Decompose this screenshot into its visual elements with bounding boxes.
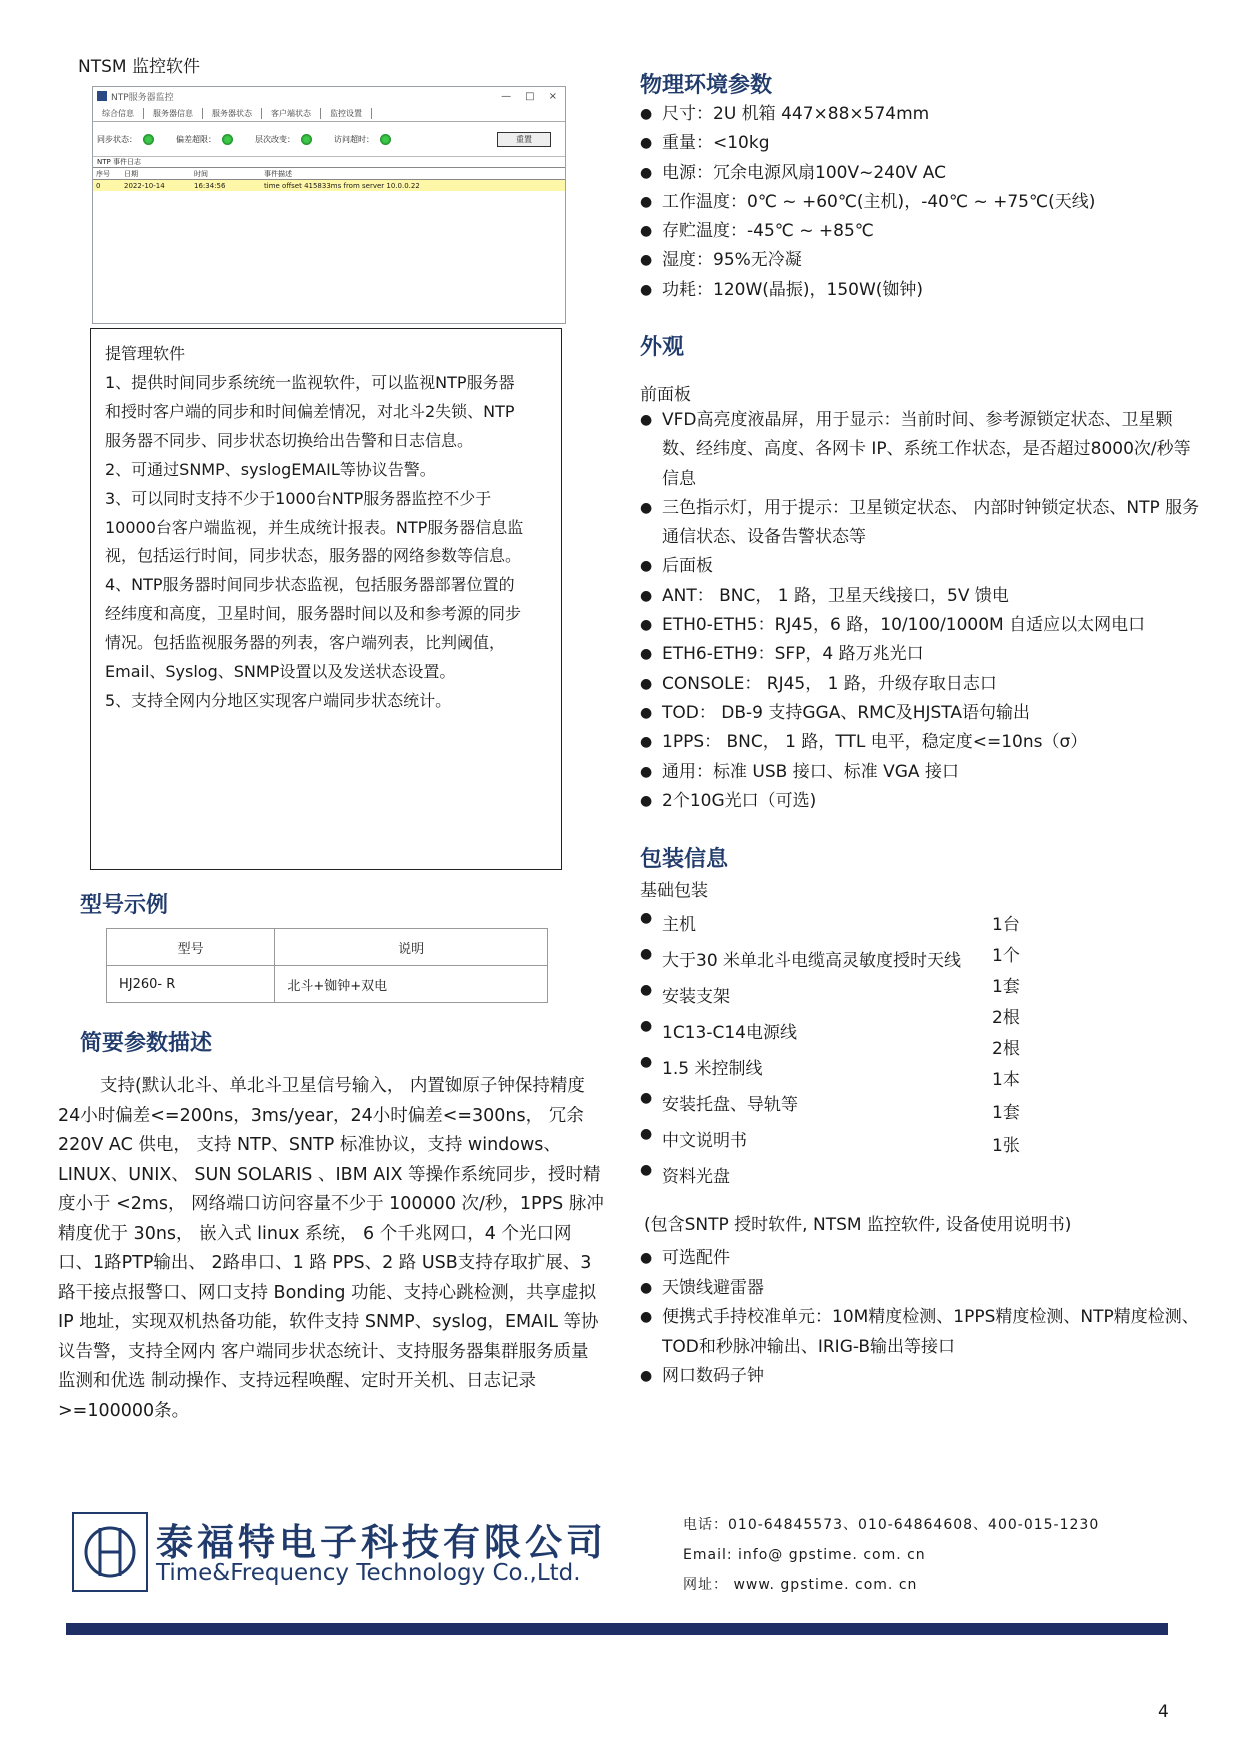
page-number: 4 xyxy=(1158,1702,1169,1722)
tab-server-info[interactable]: 服务器信息 xyxy=(144,108,203,119)
brief-heading: 简要参数描述 xyxy=(80,1031,213,1056)
list-item: ● 天馈线避雷器 xyxy=(640,1274,1200,1304)
list-item: ● 2个10G光口（可选) xyxy=(640,787,1200,816)
mgmt-line: 5、支持全网内分地区实现客户端同步状态统计。 xyxy=(105,690,452,710)
list-item: ● 中文说明书 xyxy=(640,1126,1200,1162)
company-logo-icon xyxy=(72,1512,148,1592)
mgmt-box-text xyxy=(105,369,545,716)
model-table xyxy=(106,928,548,1003)
status-label: 访问超时： xyxy=(334,134,374,144)
list-item: ● 1C13-C14电源线 xyxy=(640,1018,1200,1054)
list-item: ● 电源：冗余电源风扇100V~240V AC xyxy=(640,159,1200,188)
model-cell: HJ260- R xyxy=(107,966,275,1003)
mgmt-line: 视，包括运行时间，同步状态，服务器的网络参数等信息。 xyxy=(105,546,522,566)
list-item: ● 安装支架 xyxy=(640,982,1200,1018)
status-label: 层次改变： xyxy=(255,134,295,144)
log-row[interactable] xyxy=(93,180,565,191)
mgmt-line: 4、NTP服务器时间同步状态监视，包括服务器部署位置的 xyxy=(105,575,515,595)
mgmt-line: 和授时客户端的同步和时间偏差情况，对北斗2失锁、NTP xyxy=(105,401,515,421)
appearance-list xyxy=(640,406,1200,816)
package-heading: 包装信息 xyxy=(640,847,729,872)
contact-info xyxy=(683,1510,1099,1600)
list-item: ● 三色指示灯，用于提示：卫星锁定状态、 内部时钟锁定状态、NTP 服务通信状态、设备告警状态等 xyxy=(640,494,1200,553)
package-qty: 1台 xyxy=(992,915,1020,935)
status-bar xyxy=(93,122,565,156)
tab-server-status[interactable]: 服务器状态 xyxy=(203,108,262,119)
model-col-header: 型号 xyxy=(107,929,275,966)
list-item: ● 重量：<10kg xyxy=(640,129,1200,158)
company-name-en: Time&Frequency Technology Co.,Ltd. xyxy=(156,1560,581,1586)
list-item: ● 1PPS： BNC， 1 路，TTL 电平，稳定度<=10ns（σ） xyxy=(640,728,1200,757)
status-label: 同步状态： xyxy=(97,134,137,144)
status-led-icon xyxy=(222,134,233,145)
mgmt-line: 1、提供时间同步系统统一监视软件，可以监视NTP服务器 xyxy=(105,373,515,392)
mgmt-box-title: 提管理软件 xyxy=(105,344,186,363)
window-titlebar xyxy=(93,87,565,105)
app-logo-icon xyxy=(97,91,107,101)
mgmt-line: 服务器不同步、同步状态切换给出告警和日志信息。 xyxy=(105,430,474,450)
appearance-heading: 外观 xyxy=(640,335,685,360)
log-col-desc[interactable]: 事件描述 xyxy=(264,169,292,178)
package-qty: 2根 xyxy=(992,1008,1020,1028)
list-item: ● ETH6-ETH9：SFP，4 路万兆光口 xyxy=(640,640,1200,669)
contact-phone: 电话：010-64845573、010-64864608、400-015-1230 xyxy=(683,1517,1100,1533)
list-item: ● 安装托盘、导轨等 xyxy=(640,1090,1200,1126)
package-qty: 1本 xyxy=(992,1070,1020,1090)
list-item: ● 功耗：120W(晶振)，150W(铷钟) xyxy=(640,276,1200,305)
list-item: ● 网口数码子钟 xyxy=(640,1362,1200,1392)
list-item: ● 存贮温度：-45℃ ~ +85℃ xyxy=(640,217,1200,246)
mgmt-software-box xyxy=(90,328,562,870)
contact-email: Email: info@ gpstime. com. cn xyxy=(683,1547,926,1563)
list-item: ● 大于30 米单北斗电缆高灵敏度授时天线 xyxy=(640,946,1200,982)
optional-list xyxy=(640,1244,1200,1392)
package-subheading: 基础包装 xyxy=(640,881,708,901)
package-list xyxy=(640,910,1200,1198)
list-item: ● 便携式手持校准单元：10M精度检测、1PPS精度检测、NTP精度检测、TOD和秒脉冲输出、IRIG-B输出等接口 xyxy=(640,1303,1200,1362)
model-heading: 型号示例 xyxy=(80,893,169,918)
list-item: ● 后面板 xyxy=(640,552,1200,581)
mgmt-line: 3、可以同时支持不少于1000台NTP服务器监控不少于 xyxy=(105,488,492,508)
log-cell: 0 xyxy=(96,181,101,190)
package-qty: 1套 xyxy=(992,1103,1020,1123)
list-item: ● 通用：标准 USB 接口、标准 VGA 接口 xyxy=(640,758,1200,787)
list-item: ● 1.5 米控制线 xyxy=(640,1054,1200,1090)
package-note: (包含SNTP 授时软件, NTSM 监控软件, 设备使用说明书) xyxy=(644,1215,1072,1235)
mgmt-line: 经纬度和高度，卫星时间，服务器时间以及和参考源的同步 xyxy=(105,604,522,624)
log-label: NTP 事件日志 xyxy=(93,156,565,167)
company-name-cn: 泰福特电子科技有限公司 xyxy=(156,1520,607,1564)
model-col-header: 说明 xyxy=(275,929,548,966)
status-led-icon xyxy=(143,134,154,145)
log-cell: 2022-10-14 xyxy=(124,181,165,190)
list-item: ● 湿度：95%无冷凝 xyxy=(640,246,1200,275)
log-col-date[interactable]: 日期 xyxy=(124,169,138,178)
model-cell: 北斗+铷钟+双电 xyxy=(275,966,548,1003)
package-qty: 2根 xyxy=(992,1039,1020,1059)
package-qty: 1套 xyxy=(992,977,1020,997)
contact-web: 网址： www. gpstime. com. cn xyxy=(683,1577,918,1593)
appearance-subheading: 前面板 xyxy=(640,385,691,405)
mgmt-line: 2、可通过SNMP、syslogEMAIL等协议告警。 xyxy=(105,459,436,479)
list-item: ● 尺寸：2U 机箱 447×88×574mm xyxy=(640,100,1200,129)
list-item: ● TOD： DB-9 支持GGA、RMC及HJSTA语句输出 xyxy=(640,699,1200,728)
log-cell: time offset 415833ms from server 10.0.0.22 xyxy=(264,181,420,190)
window-title: NTP服务器监控 xyxy=(111,92,174,103)
list-item: ● 主机 xyxy=(640,910,1200,946)
tab-overview[interactable]: 综合信息 xyxy=(93,108,144,119)
minimize-button[interactable]: — xyxy=(501,90,512,102)
list-item: ● 可选配件 xyxy=(640,1244,1200,1274)
list-item: ● VFD高亮度液晶屏，用于显示：当前时间、参考源锁定状态、卫星颗数、经纬度、高度、各网卡 IP、系统工作状态，是否超过8000次/秒等信息 xyxy=(640,406,1200,494)
log-cell: 16:34:56 xyxy=(194,181,226,190)
close-button[interactable]: × xyxy=(548,90,557,102)
log-header xyxy=(93,167,565,180)
list-item: ● CONSOLE： RJ45， 1 路，升级存取日志口 xyxy=(640,670,1200,699)
package-qty: 1张 xyxy=(992,1136,1020,1156)
mgmt-line: 情况。包括监视服务器的列表，客户端列表，比判阈值， xyxy=(105,633,506,653)
brief-text: 支持(默认北斗、单北斗卫星信号输入， 内置铷原子钟保持精度24小时偏差<=200ns，3ms/year，24小时偏差<=300ns， 冗余 220V AC 供电， 支持 NTP、SNTP 标准协议，支持 windows、LINUX、UNIX、 SUN SOLARIS 、IBM AIX 等操作系统同步，授时精度小于 <2ms， 网络端口访问容量不少于 100000 次/秒，1PPS 脉冲 精度优于 30ns， 嵌入式 linux 系统， 6 个千兆网口，4 个光口网口、1路PTP输出、 2路串口、1 路 PPS、2 路 USB支持存取扩展、3路干接点报警口、网口支持 Bonding 功能、支持心跳检测，共享虚拟 IP 地址，实现双机热备功能，软件支持 SNMP、syslog，EMAIL 等协议告警，支持全网内 客户端同步状态统计、支持服务器集群服务质量监测和优选 制动操作、支持远程唤醒、定时开关机、日志记录>=100000条。 xyxy=(58,1076,604,1421)
reset-button[interactable]: 重置 xyxy=(497,132,551,147)
list-item: ● ETH0-ETH5：RJ45，6 路，10/100/1000M 自适应以太网电口 xyxy=(640,611,1200,640)
package-qty: 1个 xyxy=(992,946,1020,966)
log-col-time[interactable]: 时间 xyxy=(194,169,208,178)
physical-heading: 物理环境参数 xyxy=(640,73,773,98)
maximize-button[interactable]: □ xyxy=(525,90,535,102)
tab-client-status[interactable]: 客户端状态 xyxy=(262,108,321,119)
app-tabs xyxy=(93,105,565,122)
screenshot-caption: NTSM 监控软件 xyxy=(78,57,200,77)
mgmt-line: Email、Syslog、SNMP设置以及发送状态设置。 xyxy=(105,662,456,682)
status-led-icon xyxy=(301,134,312,145)
status-led-icon xyxy=(380,134,391,145)
physical-list xyxy=(640,100,1200,305)
footer-bar xyxy=(66,1623,1168,1635)
log-col-no[interactable]: 序号 xyxy=(96,169,110,178)
tab-monitor-settings[interactable]: 监控设置 xyxy=(321,108,372,119)
status-label: 偏差超限： xyxy=(176,134,216,144)
mgmt-line: 10000台客户端监视，并生成统计报表。NTP服务器信息监 xyxy=(105,517,524,537)
list-item: ● ANT： BNC， 1 路，卫星天线接口，5V 馈电 xyxy=(640,582,1200,611)
list-item: ● 资料光盘 xyxy=(640,1162,1200,1198)
monitor-app-window xyxy=(92,86,566,324)
list-item: ● 工作温度：0℃ ~ +60℃(主机)，-40℃ ~ +75℃(天线) xyxy=(640,188,1200,217)
